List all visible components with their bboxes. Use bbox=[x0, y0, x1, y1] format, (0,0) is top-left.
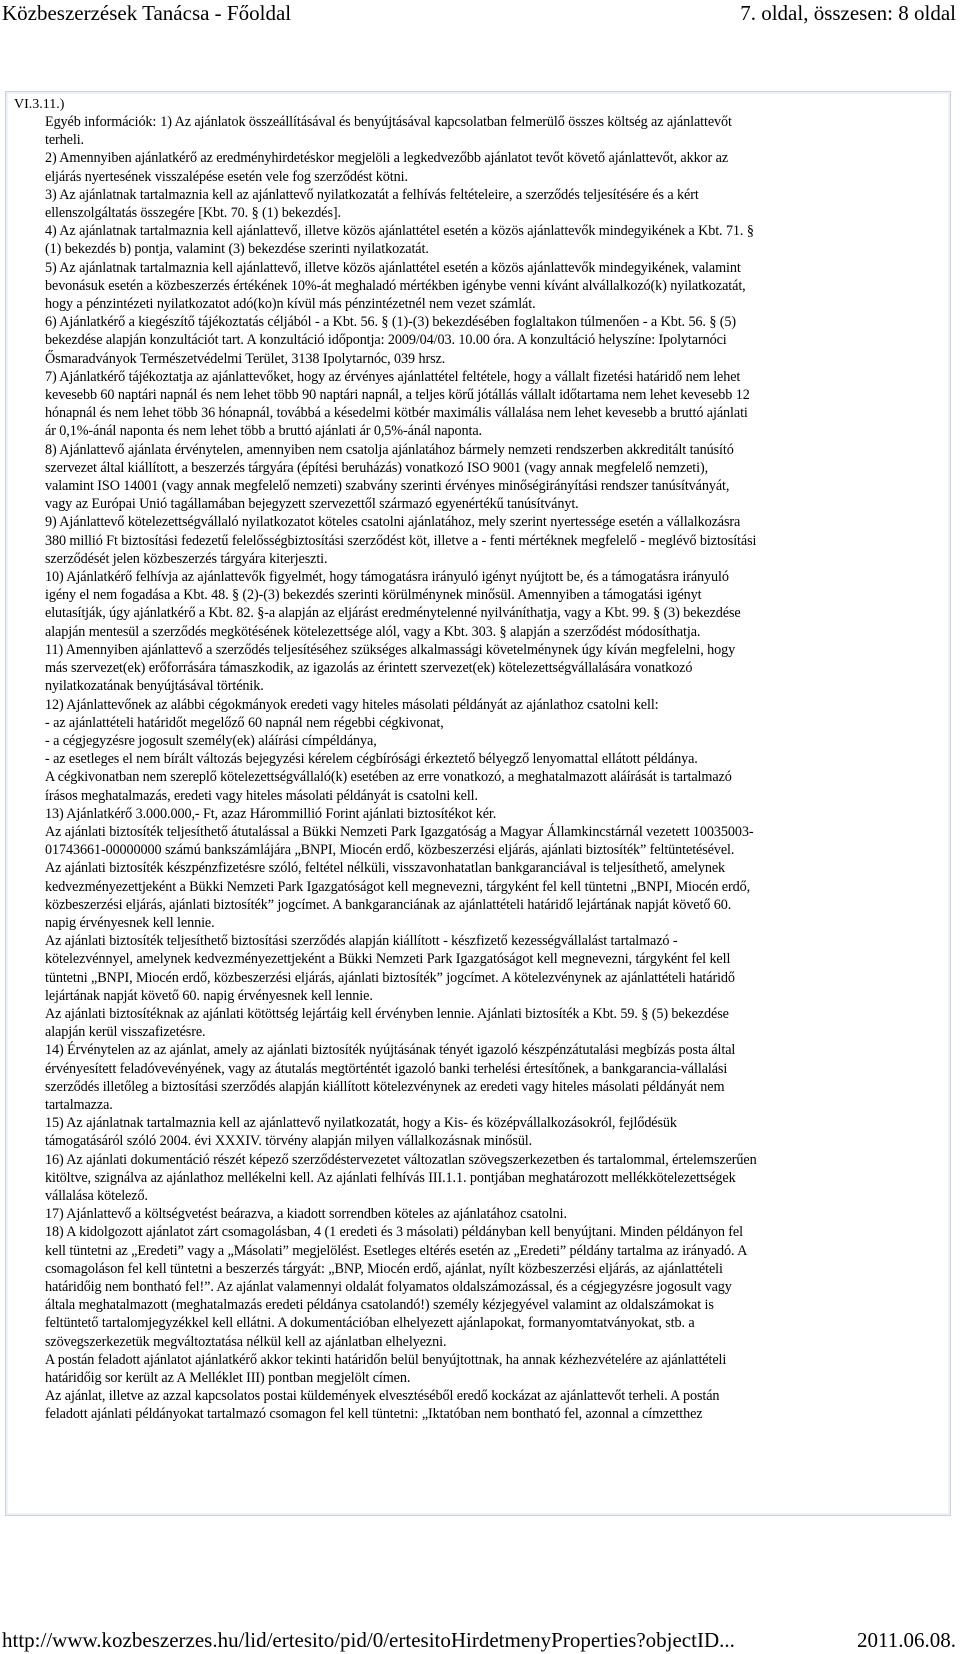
info-line: 11) Amennyiben ajánlattevő a szerződés teljesítéséhez szükséges alkalmassági követelménynek úgy kíván megfelelni, hogy bbox=[45, 641, 736, 658]
info-line: 15) Az ajánlatnak tartalmaznia kell az ajánlattevő nyilatkozatát, hogy a Kis- és középvállalkozásokról, fejlődésük bbox=[45, 1115, 677, 1132]
info-line: hogy a pénzintézeti nyilatkozatot adó(ko)n kívül más pénzintézetnél nem vezet számlát. bbox=[45, 296, 536, 313]
info-line: 4) Az ajánlatnak tartalmaznia kell ajánlattevő, illetve közös ajánlattétel esetén a közös ajánlattevők mindegyikének a Kbt. 71. § bbox=[45, 223, 754, 240]
info-line: Az ajánlati biztosíték teljesíthető átutalással a Bükki Nemzeti Park Igazgatóság a Magyar Államkincstárnál vezetett 10035003- bbox=[45, 823, 754, 840]
info-line: 10) Ajánlatkérő felhívja az ajánlattevők figyelmét, hogy támogatásra irányuló igényt nyújtott be, és a támogatásra irányuló bbox=[45, 569, 729, 586]
info-line: elutasítják, úgy ajánlatkérő a Kbt. 82. §-a alapján az eljárást eredménytelenné nyilváníthatja, vagy a Kbt. 99. § (3) bekezdése bbox=[45, 605, 741, 622]
info-line: valamint ISO 14001 (vagy annak megfelelő nemzeti) szabvány szerinti érvényes minőségirányítási rendszer tanúsítványát, bbox=[45, 478, 730, 495]
info-line: feladott ajánlati példányokat tartalmazó csomagon fel kell tüntetni: „Iktatóban nem bontható fel, azonnal a címzetthez bbox=[45, 1406, 703, 1423]
page-url: http://www.kozbeszerzes.hu/lid/ertesito/pid/0/ertesitoHirdetmenyProperties?objectID... bbox=[2, 1628, 735, 1652]
info-line: vagy az Európai Unió tagállamában bejegyzett szervezettől származó egyenértékű tanúsítványt. bbox=[45, 496, 579, 513]
info-line: hónapnál és nem lehet több 36 hónapnál, továbbá a késedelmi kötbér maximális vállalása nem lehet kevesebb a bruttó ajánlati bbox=[45, 405, 748, 422]
info-line: feltüntető tartalomjegyzékkel kell ellátni. A dokumentációban elhelyezett ajánlapokat, formanyomtatványokat, stb. a bbox=[45, 1315, 695, 1332]
info-line bbox=[45, 113, 945, 131]
info-line: ár 0,1%-ánál naponta és nem lehet több a bruttó ajánlati ár 0,5%-ánál naponta. bbox=[45, 423, 482, 440]
info-line: 6) Ajánlatkérő a kiegészítő tájékoztatás céljából - a Kbt. 56. § (1)-(3) bekezdésében foglaltakon túlmenően - a Kbt. 56. § (5) bbox=[45, 314, 737, 331]
info-line: igény el nem fogadása a Kbt. 48. § (2)-(3) bekezdés szerinti körülménynek minősül. Amennyiben a támogatási igényt bbox=[45, 587, 702, 604]
info-line: 7) Ajánlatkérő tájékoztatja az ajánlattevőket, hogy az érvényes ajánlattétel feltétele, hogy a vállalt fizetési határidő nem lehet bbox=[45, 368, 741, 385]
info-line: kitöltve, szignálva az ajánlathoz mellékelni kell. Az ajánlati felhívás III.1.1. pontjában meghatározott mellékkötelezettségek bbox=[45, 1169, 736, 1186]
info-line: Ősmaradványok Természetvédelmi Terület, 3138 Ipolytarnóc, 039 hrsz. bbox=[45, 350, 446, 367]
info-line: 9) Ajánlattevő kötelezettségvállaló nyilatkozatot köteles csatolni ajánlatához, mely szerint nyertessége esetén a vállalkozásra bbox=[45, 514, 741, 531]
info-line-text: 1) Az ajánlatok összeállításával és benyújtásával kapcsolatban felmerülő összes költség az ajánlattevőt bbox=[160, 114, 732, 130]
info-line: más szervezet(ek) erőforrására támaszkodik, az igazolás az érintett szervezet(ek) kötelezettségvállalására vonatkozó bbox=[45, 660, 693, 677]
info-line: általa meghatalmazott (meghatalmazás eredeti példánya csatolandó!) személy kézjegyével valamint az oldalszámokat is bbox=[45, 1297, 714, 1314]
info-line: A postán feladott ajánlatot ajánlatkérő akkor tekinti határidőn belül benyújtottnak, ha annak kézhezvételére az ajánlattételi bbox=[45, 1351, 727, 1368]
info-line: (1) bekezdés b) pontja, valamint (3) bekezdése szerinti nyilatkozatát. bbox=[45, 241, 429, 258]
info-line: terheli. bbox=[45, 132, 84, 149]
info-line: csomagoláson fel kell tüntetni a beszerzés tárgyát: „BNP, Miocén erdő, ajánlat, nyílt közbeszerzési eljárás, az ajánlattételi bbox=[45, 1260, 723, 1277]
info-line: 01743661-00000000 számú bankszámlájára „BNPI, Miocén erdő, közbeszerzési eljárás, ajánlati biztosíték” feltüntetésével. bbox=[45, 842, 735, 859]
info-line: határidőig nem bontható fel!”. Az ajánlat valamennyi oldalát folyamatos oldalszámozással, és a cégjegyzésre jogosult vagy bbox=[45, 1279, 732, 1295]
info-line: - az ajánlattételi határidőt megelőző 60 napnál nem régebbi cégkivonat, bbox=[45, 714, 444, 731]
info-line: Az ajánlati biztosíték teljesíthető biztosítási szerződés alapján kiállított - készfizető kezességvállalást tartalmazó - bbox=[45, 933, 678, 950]
info-line: Az ajánlati biztosítéknak az ajánlati kötöttség lejártáig kell érvényben lennie. Ajánlati biztosíték a Kbt. 59. § (5) bekezdése bbox=[45, 1005, 729, 1022]
info-line: 12) Ajánlattevőnek az alábbi cégokmányok eredeti vagy hiteles másolati példányát az ajánlathoz csatolni kell: bbox=[45, 696, 659, 713]
info-line: nyilatkozatának benyújtásával történik. bbox=[45, 678, 264, 695]
info-line: bevonásuk esetén a közbeszerzés értékének 10%-át meghaladó mértékben igénybe venni kívánt alvállalkozó(k) nyilatkozatát, bbox=[45, 277, 746, 294]
info-line: Az ajánlat, illetve az azzal kapcsolatos postai küldemények elvesztéséből eredő kockázat az ajánlattevőt terheli. A postán bbox=[45, 1388, 720, 1405]
info-line: alapján mentesül a szerződés megkötésének kötelezettsége alól, vagy a Kbt. 303. § alapján a szerződést módosíthatja. bbox=[45, 623, 701, 640]
info-line: napig érvényesnek kell lennie. bbox=[45, 914, 215, 931]
info-line: eljárás nyertesének visszalépése esetén vele fog szerződést kötni. bbox=[45, 168, 408, 185]
info-line: 5) Az ajánlatnak tartalmaznia kell ajánlattevő, illetve közös ajánlattétel esetén a közös ajánlattevők mindegyikének, valamint bbox=[45, 259, 741, 276]
page-footer bbox=[0, 1627, 960, 1654]
info-line: szervezet által kiállított, a beszerzés tárgyára (építési beruházás) vonatkozó ISO 9001 (vagy annak megfelelő nemzeti), bbox=[45, 459, 709, 476]
info-line: szerződés illetőleg a biztosítási szerződés alapján kiállított kötelezvénynek az eredeti vagy hiteles másolati példányát nem bbox=[45, 1078, 725, 1095]
info-line: szerződését jelen közbeszerzés tárgyára kiterjeszti. bbox=[45, 550, 328, 567]
info-line: támogatásáról szóló 2004. évi XXXIV. törvény alapján milyen vállalkozásnak minősül. bbox=[45, 1133, 533, 1150]
info-line: - a cégjegyzésre jogosult személy(ek) aláírási címpéldánya, bbox=[45, 732, 377, 749]
info-line: 14) Érvénytelen az az ajánlat, amely az ajánlati biztosíték nyújtásának tényét igazoló készpénzátutalási megbízás posta által bbox=[45, 1042, 736, 1059]
info-line: - az esetleges el nem bírált változás bejegyzési kérelem cégbírósági érkeztető bélyegző lenyomattal ellátott példánya. bbox=[45, 751, 698, 768]
info-line: 13) Ajánlatkérő 3.000.000,- Ft, azaz Hárommillió Forint ajánlati biztosítékot kér. bbox=[45, 805, 497, 822]
info-line: alapján kerül visszafizetésre. bbox=[45, 1024, 206, 1041]
info-line: tartalmazza. bbox=[45, 1096, 113, 1113]
info-line: 18) A kidolgozott ajánlatot zárt csomagolásban, 4 (1 eredeti és 3 másolati) példányban kell benyújtani. Minden példányon fel bbox=[45, 1224, 743, 1241]
info-line: bekezdése alapján konzultációt tart. A konzultáció időpontja: 2009/04/03. 10.00 óra. A konzultáció helyszíne: Ipolytarnóci bbox=[45, 332, 727, 349]
info-block bbox=[45, 113, 945, 1424]
info-line: 3) Az ajánlatnak tartalmaznia kell az ajánlattevő nyilatkozatát a felhívás feltételeire, a szerződés teljesítésére és a kért bbox=[45, 186, 699, 203]
print-date: 2011.06.08. bbox=[857, 1628, 956, 1652]
page-number: 7. oldal, összesen: 8 oldal bbox=[740, 1, 956, 25]
info-line: 8) Ajánlattevő ajánlata érvénytelen, amennyiben nem csatolja ajánlatához bármely nemzeti rendszerben akkreditált tanúsító bbox=[45, 441, 734, 458]
section-number: VI.3.11.) bbox=[14, 97, 65, 112]
info-line: szövegszerkezetük megváltoztatása nélkül kell az ajánlatban elhelyezni. bbox=[45, 1333, 447, 1350]
info-line: kell tüntetni az „Eredeti” vagy a „Másolati” megjelölést. Esetleges eltérés esetén az „Eredeti” példány tartalma az irányadó. A bbox=[45, 1242, 748, 1259]
info-line: 380 millió Ft biztosítási fedezetű felelősségbiztosítási szerződést köt, illetve a - fenti mértéknek megfelelő - meglévő biztosítási bbox=[45, 532, 757, 549]
info-line: érvényesített feladóvevényének, vagy az átutalás megtörténtét igazoló banki terhelési értesítőnek, a bankgarancia-vállalási bbox=[45, 1060, 728, 1077]
info-line: kevesebb 60 naptári napnál és nem lehet több 90 naptári napnál, a teljes körű jótállás vállalt időtartama nem lehet kevesebb 12 bbox=[45, 387, 750, 404]
info-line: vállalása kötelező. bbox=[45, 1187, 148, 1204]
content-box bbox=[5, 91, 951, 1516]
info-line: 17) Ajánlattevő a költségvetést beárazva, a kiadott sorrendben köteles az ajánlatához csatolni. bbox=[45, 1206, 567, 1223]
info-line: kötelezvénnyel, amelynek kedvezményezettjeként a Bükki Nemzeti Park Igazgatóságot kell megnevezni, tárgyként fel kell bbox=[45, 951, 731, 968]
info-line: tüntetni „BNPI, Miocén erdő, közbeszerzési eljárás, ajánlati biztosíték” jogcímet. A kötelezvénynek az ajánlattételi határidő bbox=[45, 969, 735, 986]
info-line: kedvezményezettjeként a Bükki Nemzeti Park Igazgatóságot kell megnevezni, tárgyként fel kell tüntetni „BNPI, Miocén erdő, bbox=[45, 878, 751, 895]
page-title: Közbeszerzések Tanácsa - Főoldal bbox=[2, 1, 292, 25]
info-line: Az ajánlati biztosíték készpénzfizetésre szóló, feltétel nélküli, visszavonhatatlan bankgaranciával is teljesíthető, amelynek bbox=[45, 860, 726, 877]
info-label: Egyéb információk: bbox=[45, 114, 157, 130]
page-header bbox=[0, 0, 960, 28]
info-line: írásos meghatalmazás, eredeti vagy hiteles másolati példányát is csatolni kell. bbox=[45, 787, 478, 804]
info-line: közbeszerzési eljárás, ajánlati biztosíték” jogcímet. A bankgaranciának az ajánlattételi határidő lejártának napját követő 60. bbox=[45, 896, 732, 913]
info-line: ellenszolgáltatás összegére [Kbt. 70. § (1) bekezdés]. bbox=[45, 205, 341, 222]
info-line: 16) Az ajánlati dokumentáció részét képező szerződéstervezetet változatlan szövegszerkezetben és tartalommal, értelemszerűen bbox=[45, 1151, 757, 1168]
info-line: lejártának napját követő 60. napig érvényesnek kell lennie. bbox=[45, 987, 373, 1004]
info-line: A cégkivonatban nem szereplő kötelezettségvállaló(k) esetében az erre vonatkozó, a meghatalmazott aláírását is tartalmazó bbox=[45, 769, 732, 786]
info-line: 2) Amennyiben ajánlatkérő az eredményhirdetéskor megjelöli a legkedvezőbb ajánlatot tevőt követő ajánlattevőt, akkor az bbox=[45, 150, 729, 167]
info-line: határidőig sor került az A Melléklet III) pontban megjelölt címen. bbox=[45, 1370, 411, 1387]
